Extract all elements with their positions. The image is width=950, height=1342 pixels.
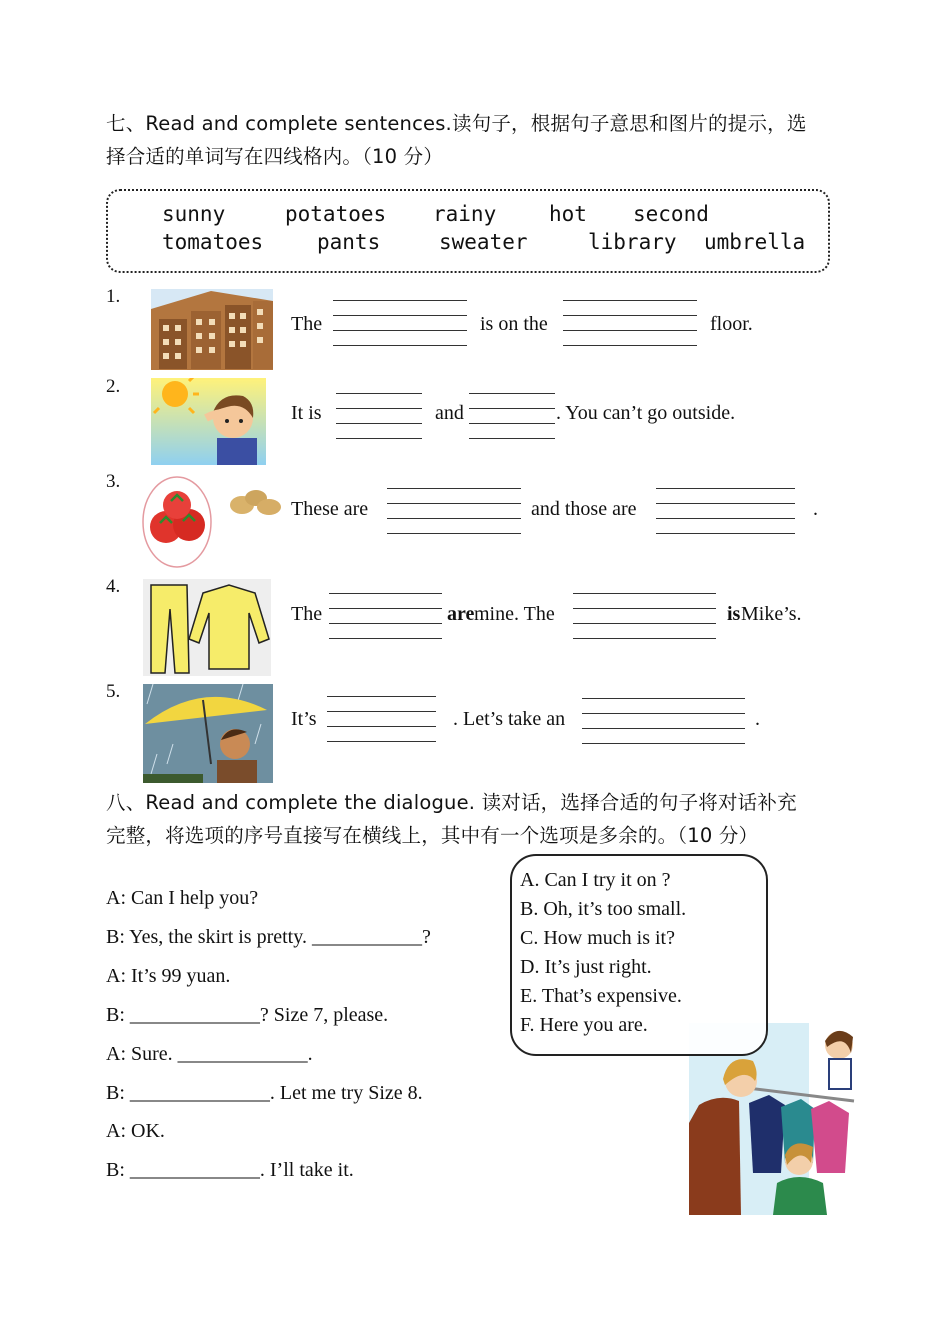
question-number: 1. bbox=[106, 286, 121, 307]
option-f: F. Here you are. bbox=[520, 1014, 648, 1036]
sentence-text: and bbox=[435, 402, 464, 424]
word-bank-item: umbrella bbox=[704, 230, 806, 254]
dialogue-line: A: OK. bbox=[106, 1120, 165, 1142]
sentence-text: . You can’t go outside. bbox=[556, 402, 736, 424]
word-bank-item: tomatoes bbox=[162, 230, 264, 254]
sentence-text: . bbox=[755, 708, 760, 730]
sentence-text: . bbox=[813, 498, 818, 520]
answer-four-line-grid[interactable] bbox=[329, 593, 442, 639]
section7-heading-line2: 择合适的单词写在四线格内。（10 分） bbox=[106, 145, 444, 168]
dialogue-line: A: It’s 99 yuan. bbox=[106, 965, 231, 987]
word-bank-item: potatoes bbox=[285, 202, 387, 226]
sentence-text-bold: are bbox=[447, 603, 475, 625]
sentence-text: These are bbox=[291, 498, 369, 520]
option-d: D. It’s just right. bbox=[520, 956, 652, 978]
tomatoes-potatoes-picture bbox=[141, 475, 283, 570]
answer-four-line-grid[interactable] bbox=[336, 393, 422, 439]
hot-sunny-boy-picture bbox=[151, 378, 266, 465]
pants-sweater-picture bbox=[143, 579, 271, 676]
question-number: 5. bbox=[106, 681, 121, 702]
rainy-umbrella-picture bbox=[143, 684, 273, 783]
option-e: E. That’s expensive. bbox=[520, 985, 682, 1007]
answer-four-line-grid[interactable] bbox=[656, 488, 795, 534]
sentence-text: . Let’s take an bbox=[453, 708, 566, 730]
option-b: B. Oh, it’s too small. bbox=[520, 898, 687, 920]
sentence-text: mine. The bbox=[474, 603, 555, 625]
section7-heading-line1: 七、Read and complete sentences.读句子，根据句子意思和图片的提示，选 bbox=[106, 112, 807, 135]
word-bank-item: second bbox=[633, 202, 709, 226]
answer-four-line-grid[interactable] bbox=[469, 393, 555, 439]
option-c: C. How much is it? bbox=[520, 927, 675, 949]
dialogue-line[interactable]: B: ______________. Let me try Size 8. bbox=[106, 1082, 423, 1104]
answer-four-line-grid[interactable] bbox=[333, 300, 467, 346]
answer-four-line-grid[interactable] bbox=[387, 488, 521, 534]
word-bank-item: sweater bbox=[439, 230, 528, 254]
dialogue-line[interactable]: A: Sure. _____________. bbox=[106, 1043, 313, 1065]
dialogue-line[interactable]: B: _____________? Size 7, please. bbox=[106, 1004, 389, 1026]
answer-four-line-grid[interactable] bbox=[327, 696, 436, 742]
question-number: 4. bbox=[106, 576, 121, 597]
question-number: 2. bbox=[106, 376, 121, 397]
sentence-text: It’s bbox=[291, 708, 317, 730]
section8-heading-line1: 八、Read and complete the dialogue. 读对话，选择合适的句子将对话补充 bbox=[106, 791, 797, 814]
sentence-text: The bbox=[291, 603, 323, 625]
answer-four-line-grid[interactable] bbox=[582, 698, 745, 744]
answer-four-line-grid[interactable] bbox=[573, 593, 716, 639]
word-bank-item: pants bbox=[317, 230, 381, 254]
dialogue-line[interactable]: B: Yes, the skirt is pretty. ___________? bbox=[106, 926, 431, 948]
word-bank-item: sunny bbox=[162, 202, 226, 226]
sentence-text: Mike’s. bbox=[741, 603, 802, 625]
word-bank-item: library bbox=[588, 230, 677, 254]
dialogue-line: A: Can I help you? bbox=[106, 887, 259, 909]
sentence-text: floor. bbox=[710, 313, 753, 335]
sentence-text: It is bbox=[291, 402, 322, 424]
dialogue-line[interactable]: B: _____________. I’ll take it. bbox=[106, 1159, 354, 1181]
answer-four-line-grid[interactable] bbox=[563, 300, 697, 346]
section8-heading-line2: 完整，将选项的序号直接写在横线上，其中有一个选项是多余的。（10 分） bbox=[106, 824, 759, 847]
sentence-text: and those are bbox=[531, 498, 637, 520]
word-bank-item: hot bbox=[549, 202, 587, 226]
sentence-text-bold: is bbox=[727, 603, 741, 625]
question-number: 3. bbox=[106, 471, 121, 492]
word-bank-item: rainy bbox=[433, 202, 497, 226]
library-building-picture bbox=[151, 289, 273, 370]
sentence-text: The bbox=[291, 313, 323, 335]
option-a: A. Can I try it on ? bbox=[520, 869, 671, 891]
sentence-text: is on the bbox=[480, 313, 548, 335]
